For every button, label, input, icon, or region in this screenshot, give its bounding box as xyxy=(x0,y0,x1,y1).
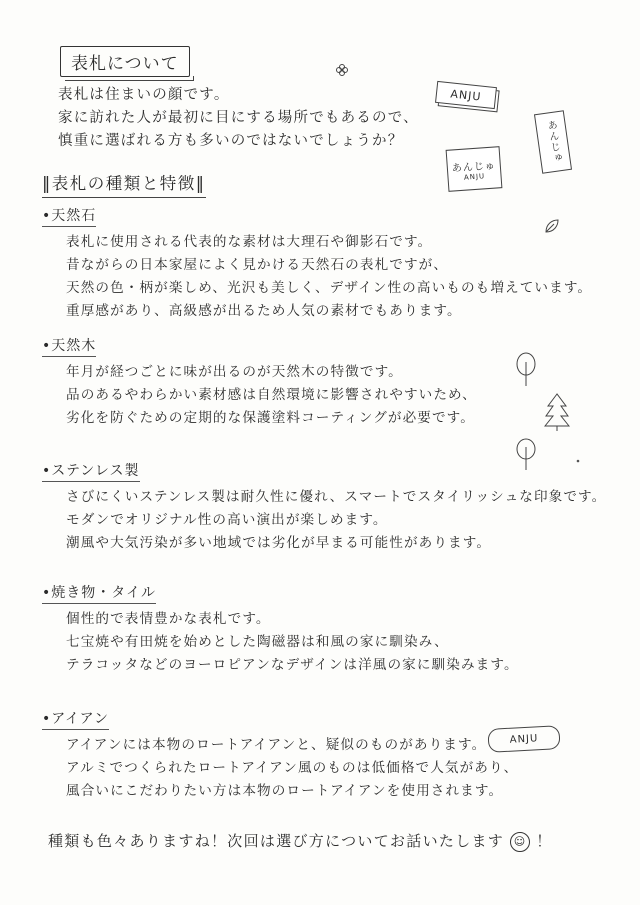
square-name-sign xyxy=(446,146,503,192)
intro-line: 家に訪れた人が最初に目にする場所でもあるので、 xyxy=(58,110,419,126)
section-ceramic-tile xyxy=(42,582,519,677)
section-line: モダンでオリジナル性の高い演出が楽しめます。 xyxy=(66,512,388,528)
section-line: さびにくいステンレス製は耐久性に優れ、スマートでスタイリッシュな印象です。 xyxy=(66,489,607,505)
round-tree-icon xyxy=(514,438,538,472)
section-line: 昔ながらの日本家屋によく見かける天然石の表札ですが、 xyxy=(66,257,449,273)
section-title: •天然石 xyxy=(42,205,96,227)
anju-plate-sign xyxy=(435,81,497,109)
section-heading: ‖表札の種類と特徴‖ xyxy=(42,170,206,198)
sign-text: ANJU xyxy=(509,732,539,746)
section-title: •アイアン xyxy=(42,708,109,730)
section-title: •焼き物・タイル xyxy=(42,582,156,604)
section-title: •ステンレス製 xyxy=(42,460,140,482)
flower-doodle-icon xyxy=(334,62,350,78)
section-line: 重厚感があり、高級感が出るため人気の素材でもあります。 xyxy=(66,303,462,319)
intro-text xyxy=(58,84,419,153)
vertical-name-sign xyxy=(534,110,572,174)
section-line: 天然の色・柄が楽しめ、光沢も美しく、デザイン性の高いものも増えています。 xyxy=(66,280,593,296)
section-line: 年月が経つごとに味が出るのが天然木の特徴です。 xyxy=(66,364,403,380)
section-line: 表札に使用される代表的な素材は大理石や御影石です。 xyxy=(66,234,433,250)
intro-line: 慎重に選ばれる方も多いのではないでしょうか？ xyxy=(58,133,404,149)
closing-line: 種類も色々ありますね！次回は選び方についてお話いたします xyxy=(48,832,505,850)
section-line: アイアンには本物のロートアイアンと、疑似のものがあります。 xyxy=(66,737,487,753)
anju-ribbon-sign xyxy=(487,725,560,753)
closing-text xyxy=(48,830,553,852)
dot-doodle-icon xyxy=(575,458,581,464)
section-line: 潮風や大気汚染が多い地域では劣化が早まる可能性があります。 xyxy=(66,535,492,551)
section-natural-stone xyxy=(42,205,592,323)
leaf-doodle-icon xyxy=(544,218,560,234)
sign-text: あんじゅ xyxy=(544,119,562,165)
exclamation-mark: ！ xyxy=(536,832,553,850)
section-line: テラコッタなどのヨーロピアンなデザインは洋風の家に馴染みます。 xyxy=(66,657,519,673)
pine-tree-icon xyxy=(544,392,570,432)
smiley-icon: ☺ xyxy=(510,832,530,852)
sign-text: あんじゅ xyxy=(451,159,497,175)
section-stainless xyxy=(42,460,606,555)
section-line: 七宝焼や有田焼を始めとした陶磁器は和風の家に馴染み、 xyxy=(66,634,449,650)
sign-text: ANJU xyxy=(449,86,483,104)
section-line: 風合いにこだわりたい方は本物のロートアイアンを使用されます。 xyxy=(66,783,504,799)
intro-line: 表札は住まいの顔です。 xyxy=(58,87,230,103)
section-iron xyxy=(42,708,518,803)
section-line: 品のあるやわらかい素材感は自然環境に影響されやすいため、 xyxy=(66,387,477,403)
sign-text: ANJU xyxy=(463,171,486,182)
page-title: 表札について xyxy=(60,46,190,77)
section-line: 劣化を防ぐための定期的な保護塗料コーティングが必要です。 xyxy=(66,410,475,426)
section-title: •天然木 xyxy=(42,335,96,357)
section-line: アルミでつくられたロートアイアン風のものは低価格で人気があり、 xyxy=(66,760,519,776)
section-natural-wood xyxy=(42,335,477,430)
section-line: 個性的で表情豊かな表札です。 xyxy=(66,611,271,627)
round-tree-icon xyxy=(514,352,538,388)
